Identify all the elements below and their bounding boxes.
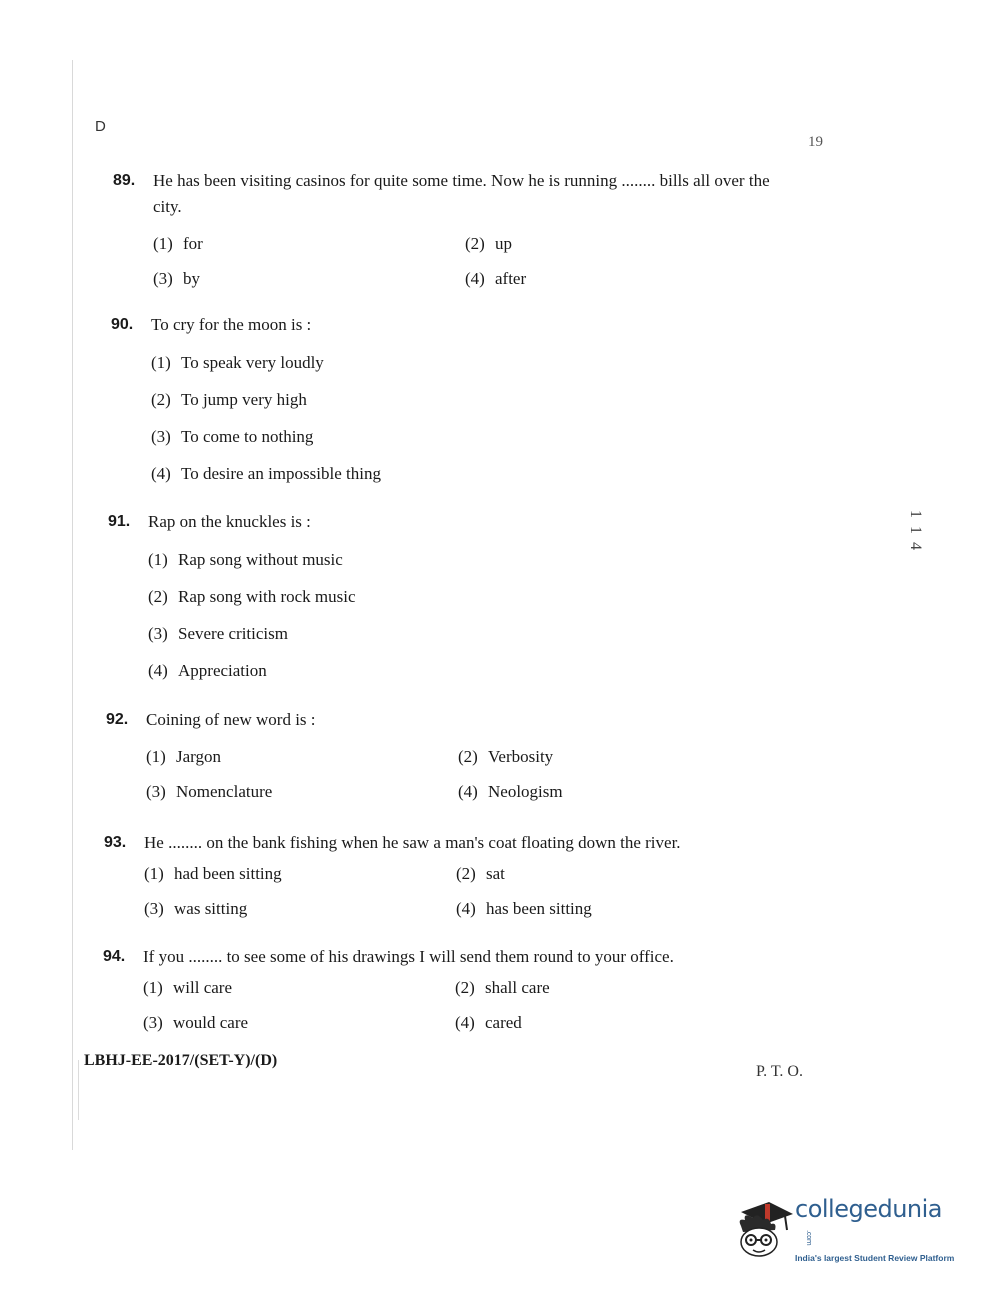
option-3: [144, 891, 456, 926]
option-number: (2): [148, 586, 168, 606]
option-number: (1): [143, 977, 163, 997]
options: [144, 856, 824, 926]
option-number: (4): [458, 781, 478, 801]
option-2: [456, 856, 756, 891]
side-margin-marks: 1 1 4: [907, 510, 924, 552]
set-letter: D: [95, 118, 106, 135]
option-text: Rap song with rock music: [178, 586, 356, 606]
options: [148, 541, 828, 689]
option-text: has been sitting: [486, 898, 592, 918]
option-2: [458, 739, 758, 774]
question-text: Coining of new word is :: [146, 710, 316, 729]
question-number: 92.: [106, 711, 129, 728]
option-text: Nomenclature: [176, 781, 273, 801]
option-text: by: [183, 268, 200, 288]
option-text: To jump very high: [181, 389, 307, 409]
option-number: (3): [144, 898, 164, 918]
option-text: Neologism: [488, 781, 563, 801]
question-number: 93.: [104, 834, 127, 851]
option-number: (3): [148, 623, 168, 643]
option-text: shall care: [485, 977, 550, 997]
option-text: sat: [486, 863, 505, 883]
option-number: (2): [465, 233, 485, 253]
option-1: [143, 970, 455, 1005]
option-4: [465, 261, 765, 296]
option-3: [146, 774, 458, 809]
option-number: (3): [146, 781, 166, 801]
question-93: [104, 830, 824, 926]
option-4: [151, 455, 831, 492]
question-text: He has been visiting casinos for quite some time. Now he is running ........ bills all over the city.: [153, 171, 770, 216]
option-4: [456, 891, 756, 926]
option-4: [455, 1005, 755, 1040]
option-3: [153, 261, 465, 296]
option-number: (4): [456, 898, 476, 918]
pto-label: P. T. O.: [756, 1063, 803, 1080]
question-number: 90.: [111, 316, 134, 333]
mascot-icon: [735, 1198, 793, 1260]
option-text: Appreciation: [178, 660, 267, 680]
option-text: up: [495, 233, 512, 253]
option-number: (4): [455, 1012, 475, 1032]
option-number: (2): [456, 863, 476, 883]
collegedunia-logo: [735, 1196, 960, 1262]
option-1: [151, 344, 831, 381]
options: [146, 739, 826, 809]
option-text: Verbosity: [488, 746, 554, 766]
option-number: (3): [153, 268, 173, 288]
option-text: for: [183, 233, 203, 253]
option-text: after: [495, 268, 527, 288]
option-number: (4): [151, 463, 171, 483]
option-4: [148, 652, 828, 689]
option-number: (2): [151, 389, 171, 409]
paper-code: LBHJ-EE-2017/(SET-Y)/(D): [84, 1052, 278, 1069]
option-text: Jargon: [176, 746, 222, 766]
option-text: To speak very loudly: [181, 352, 324, 372]
option-3: [143, 1005, 455, 1040]
option-1: [148, 541, 828, 578]
option-3: [148, 615, 828, 652]
option-number: (1): [146, 746, 166, 766]
question-text: If you ........ to see some of his drawings I will send them round to your office.: [143, 947, 674, 966]
question-92: [106, 707, 826, 809]
options: [151, 344, 831, 492]
option-text: To come to nothing: [181, 426, 314, 446]
option-number: (1): [151, 352, 171, 372]
option-text: To desire an impossible thing: [181, 463, 381, 483]
logo-suffix: .com: [805, 1229, 813, 1245]
option-number: (4): [465, 268, 485, 288]
page-edge-line: [72, 60, 73, 1150]
option-number: (1): [144, 863, 164, 883]
option-1: [144, 856, 456, 891]
option-number: (1): [148, 549, 168, 569]
page-edge-line: [78, 1060, 79, 1120]
option-number: (1): [153, 233, 173, 253]
option-text: had been sitting: [174, 863, 282, 883]
option-number: (2): [455, 977, 475, 997]
option-text: Severe criticism: [178, 623, 288, 643]
option-text: Rap song without music: [178, 549, 343, 569]
logo-wordmark: [795, 1195, 960, 1251]
option-text: cared: [485, 1012, 522, 1032]
option-number: (3): [151, 426, 171, 446]
question-text: To cry for the moon is :: [151, 315, 312, 334]
question-89: [113, 168, 833, 296]
option-text: will care: [173, 977, 232, 997]
question-number: 89.: [113, 172, 136, 189]
logo-name: collegedunia: [795, 1195, 943, 1223]
question-90: [111, 312, 831, 492]
option-text: was sitting: [174, 898, 248, 918]
option-number: (3): [143, 1012, 163, 1032]
option-2: [148, 578, 828, 615]
option-2: [151, 381, 831, 418]
option-1: [146, 739, 458, 774]
question-text: Rap on the knuckles is :: [148, 512, 311, 531]
question-number: 91.: [108, 513, 131, 530]
option-2: [455, 970, 755, 1005]
option-number: (2): [458, 746, 478, 766]
option-text: would care: [173, 1012, 249, 1032]
option-3: [151, 418, 831, 455]
question-text: He ........ on the bank fishing when he saw a man's coat floating down the river.: [144, 833, 681, 852]
option-2: [465, 226, 765, 261]
option-1: [153, 226, 465, 261]
page-number: 19: [808, 134, 823, 150]
options: [143, 970, 823, 1040]
question-number: 94.: [103, 948, 126, 965]
question-91: [108, 509, 828, 689]
question-94: [103, 944, 823, 1040]
options: [153, 226, 833, 296]
option-4: [458, 774, 758, 809]
logo-tagline: India's largest Student Review Platform: [795, 1253, 955, 1263]
option-number: (4): [148, 660, 168, 680]
